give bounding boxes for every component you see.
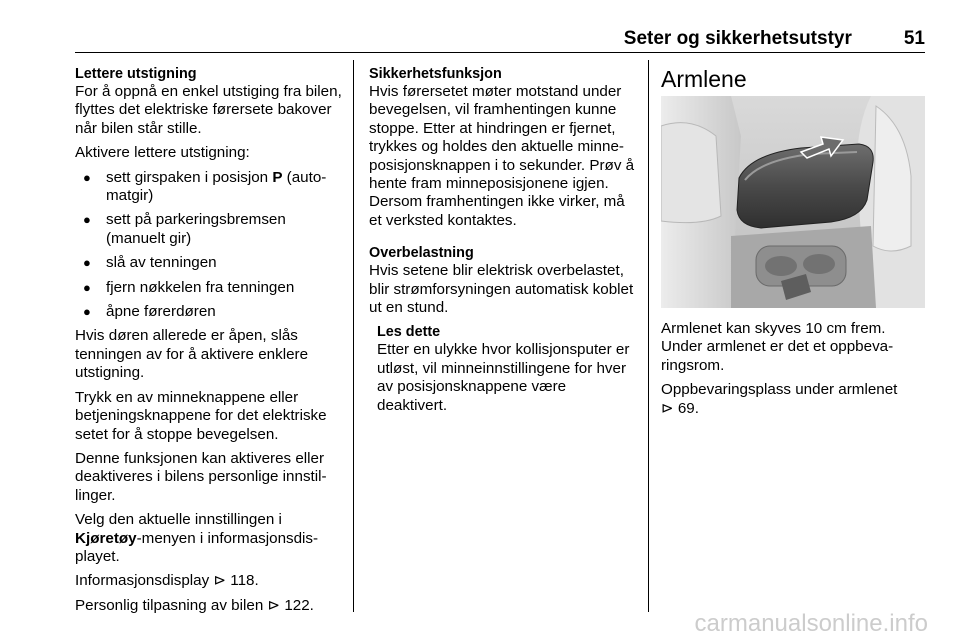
safety-heading: Sikkerhetsfunksjon [369,66,502,82]
page-ref-icon: ⊳ [267,596,281,614]
easy-exit-intro: For å oppnå en enkel utstiging fra bilen, flyttes det elektriske førersete bakover når bilen står stille. [75,83,342,137]
bullet-icon: ● [83,279,91,295]
armrest-storage-ref[interactable]: Oppbevaringsplass under armlenet ⊳ 69. [661,381,898,417]
vehicle-menu-name: Kjøretøy [75,529,137,547]
site-watermark: carmanualsonline.info [694,610,928,637]
list-item: ● sett på parkeringsbremsen (manuelt gir) [83,211,286,247]
door-open-text: Hvis døren allerede er åpen, slås tenningen av for å aktivere enklere utstigning. [75,327,309,382]
column-1 [75,65,343,621]
bullet-icon: ● [83,304,91,320]
safety-text: Hvis førersetet møter motstand under bevegelsen, vil framhentingen kunne stoppe. Etter at hindringen er fjernet, trykkes og holdes den aktuelle minneposisjonsknappen i to sekunder. Prøv å hente fram minneposisjonene igjen. Dersom framhentingen ikke virker, må et verksted kontaktes. [369,83,635,229]
bullet-icon: ● [83,255,91,271]
note-box [369,323,637,415]
easy-exit-heading: Lettere utstigning [75,66,197,82]
setting-text: Velg den aktuelle innstillingen i Kjøretøy-menyen i informasjonsdisplayet. [75,511,319,565]
function-toggle-text: Denne funksjonen kan aktiveres eller deaktiveres i bilens personlige innstillinger. [75,449,327,504]
page-header [75,26,925,52]
header-rule [75,52,925,53]
armrest-figure [661,96,925,308]
page-number: 51 [903,28,925,49]
chapter-title: Seter og sikkerhetsutstyr [623,28,852,49]
note-text: Etter en ulykke hvor kollisjonsputer er utløst, vil minneinnstillingene for hver av posisjonsknappene være deaktivert. [377,341,630,414]
page-ref-icon: ⊳ [661,399,674,417]
page-ref-icon: ⊳ [213,572,227,590]
activate-easy-exit: Aktivere lettere utstigning: [75,144,250,162]
bullet-icon: ● [83,169,91,185]
armrest-heading: Armlene [661,66,747,92]
column-3 [661,65,925,424]
column-divider-2 [648,60,649,612]
memory-button-text: Trykk en av minneknappene eller betjeningsknappene for det elektriske setet for å stoppe bevegelsen. [75,388,327,443]
bullet-icon: ● [83,212,91,228]
ref-personalization[interactable]: Personlig tilpasning av bilen ⊳ 122. [75,596,314,614]
ref-info-display[interactable]: Informasjonsdisplay ⊳ 118. [75,572,259,590]
column-divider-1 [353,60,354,612]
note-title: Les dette [377,324,441,341]
list-item: ● slå av tenningen [83,254,217,272]
column-2 [369,65,637,415]
activation-steps [75,169,343,322]
armrest-slide-text: Armlenet kan skyves 10 cm frem. Under armlenet er det et oppbevaringsrom. [661,320,894,374]
overload-heading: Overbelastning [369,245,474,262]
list-item: ● fjern nøkkelen fra tenningen [83,278,295,296]
armrest-illustration [661,96,925,308]
overload-text: Hvis setene blir elektrisk overbelastet, blir strømforsyningen automatisk koblet ut en stund. [369,262,634,317]
list-item: ● åpne førerdøren [83,303,216,321]
list-item: ● sett girspaken i posisjon P (automatgir) [83,168,327,205]
